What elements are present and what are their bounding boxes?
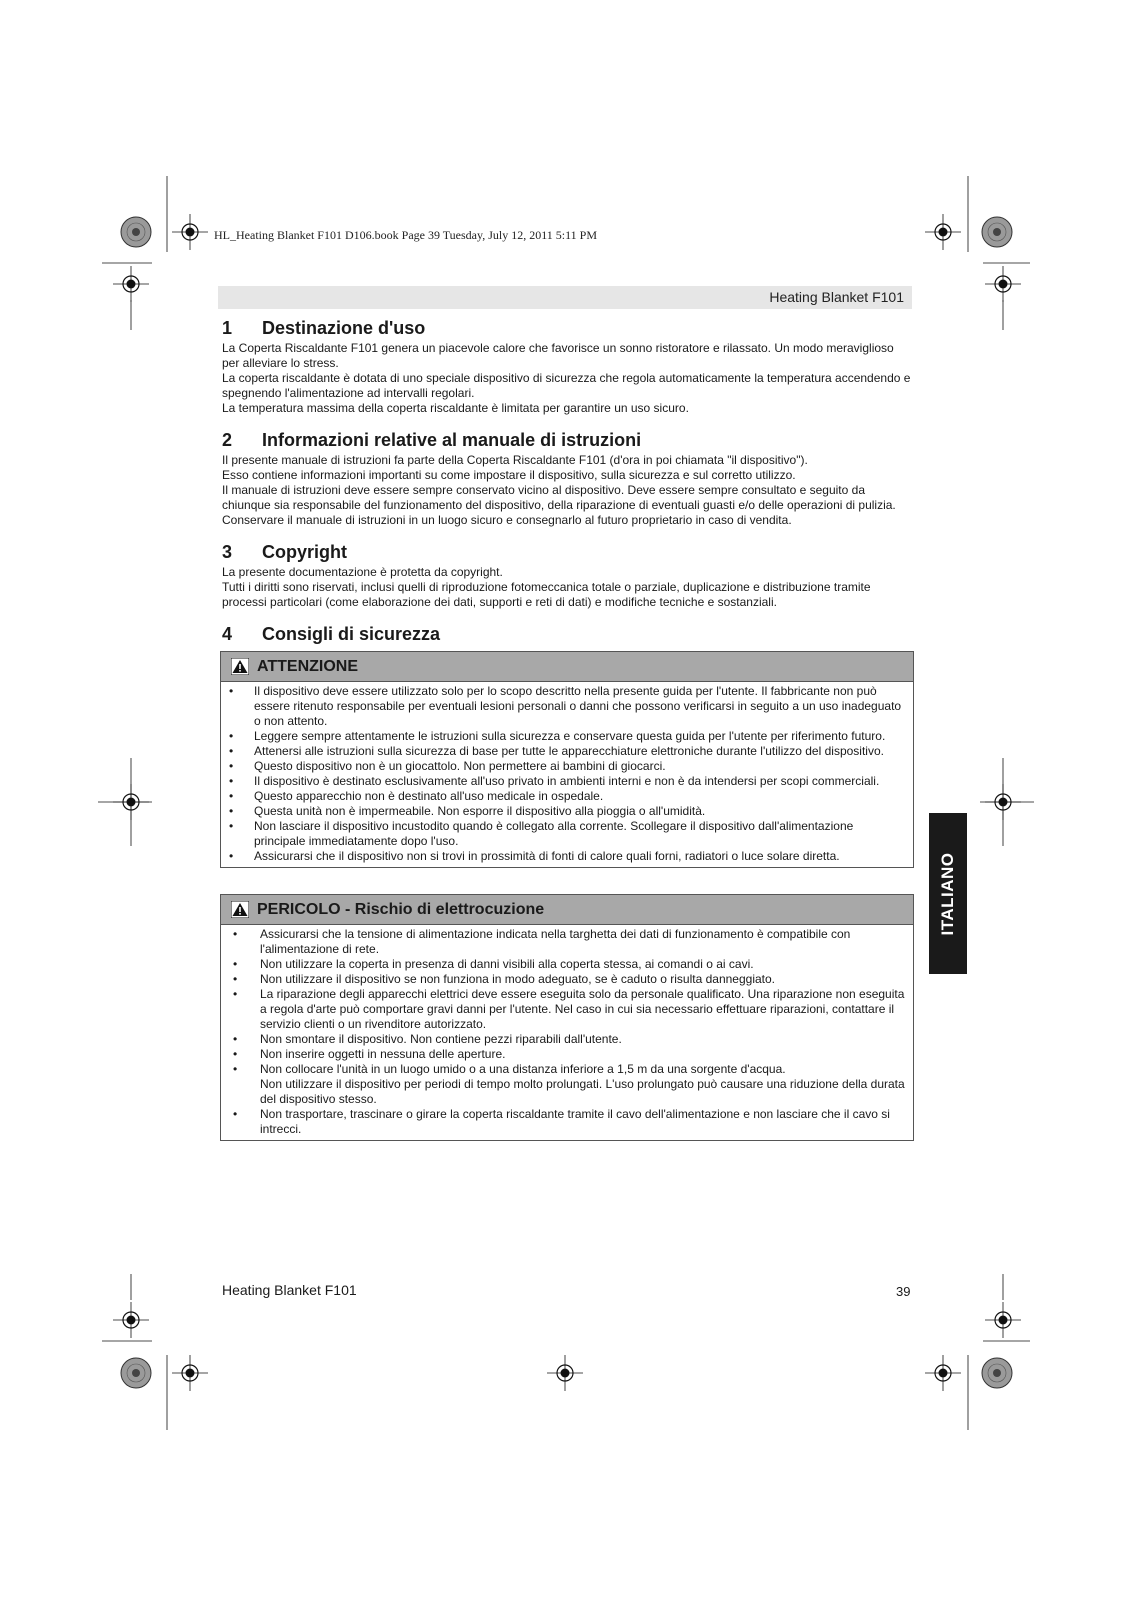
section-title: Consigli di sicurezza bbox=[262, 624, 441, 644]
list-item: • Non lasciare il dispositivo incustodito quando è collegato alla corrente. Scollegare il dispositivo dall'alimentazione principale immediatamente dopo l'uso. bbox=[221, 819, 913, 849]
sunburst-mark-icon bbox=[121, 217, 151, 247]
section-copyright bbox=[222, 542, 912, 610]
section-number: 4 bbox=[222, 624, 233, 644]
crosshair-mark-icon bbox=[113, 266, 149, 302]
paragraph: La temperatura massima della coperta riscaldante è limitata per garantire un uso sicuro. bbox=[222, 401, 689, 415]
crosshair-mark-icon bbox=[925, 1355, 961, 1391]
crosshair-mark-icon bbox=[985, 266, 1021, 302]
danger-list bbox=[221, 927, 913, 1137]
section-number: 3 bbox=[222, 542, 233, 562]
crosshair-mark-icon bbox=[925, 214, 961, 250]
page-content bbox=[222, 318, 912, 1155]
paragraph: La Coperta Riscaldante F101 genera un piacevole calore che favorisce un sonno ristoratore e rilassato. Un modo meraviglioso per alleviare lo stress. bbox=[222, 341, 894, 370]
attention-box bbox=[220, 651, 914, 868]
sunburst-mark-icon bbox=[982, 1358, 1012, 1388]
section-heading bbox=[222, 318, 912, 339]
language-label: ITALIANO bbox=[938, 851, 957, 936]
crosshair-mark-icon bbox=[113, 1302, 149, 1338]
list-item: • Questo dispositivo non è un giocattolo. Non permettere ai bambini di giocarci. bbox=[221, 759, 913, 774]
list-item: • Assicurarsi che la tensione di alimentazione indicata nella targhetta dei dati di funzionamento è compatibile con l'alimentazione di rete. bbox=[221, 927, 913, 957]
crosshair-mark-icon bbox=[172, 1355, 208, 1391]
paragraph: Conservare il manuale di istruzioni in un luogo sicuro e consegnarlo al futuro proprietario in caso di vendita. bbox=[222, 513, 792, 527]
list-item: • Non smontare il dispositivo. Non contiene pezzi riparabili dall'utente. bbox=[221, 1032, 913, 1047]
list-item: • Il dispositivo è destinato esclusivamente all'uso privato in ambienti interni e non è da intendersi per scopi commerciali. bbox=[221, 774, 913, 789]
section-manual-info bbox=[222, 430, 912, 528]
footer-title: Heating Blanket F101 bbox=[222, 1282, 357, 1298]
list-item: • Questa unità non è impermeabile. Non esporre il dispositivo alla pioggia o all'umidità. bbox=[221, 804, 913, 819]
list-item: • Non inserire oggetti in nessuna delle aperture. bbox=[221, 1047, 913, 1062]
section-heading bbox=[222, 624, 912, 645]
running-header bbox=[218, 286, 912, 309]
crosshair-mark-icon bbox=[985, 1302, 1021, 1338]
warning-triangle-icon bbox=[231, 901, 249, 918]
paragraph: Il manuale di istruzioni deve essere sempre conservato vicino al dispositivo. Deve essere sempre consultato e seguito da chiunque sia responsabile del funzionamento del dispositivo, della riparazione di eventuali guasti e/o delle operazioni di pulizia. bbox=[222, 483, 896, 512]
paragraph: Tutti i diritti sono riservati, inclusi quelli di riproduzione fotomeccanica totale o parziale, duplicazione e distribuzione tramite processi particolari (come elaborazione dei dati, supporti e reti di dati) e modifiche tecniche e sostanziali. bbox=[222, 580, 871, 609]
list-item: • Questo apparecchio non è destinato all'uso medicale in ospedale. bbox=[221, 789, 913, 804]
list-item: • Non trasportare, trascinare o girare la coperta riscaldante tramite il cavo dell'alimentazione e non lasciare che il cavo si intrecci. bbox=[221, 1107, 913, 1137]
section-heading bbox=[222, 542, 912, 563]
list-item: • Attenersi alle istruzioni sulla sicurezza di base per tutte le apparecchiature elettroniche durante l'utilizzo del dispositivo. bbox=[221, 744, 913, 759]
list-item: • Non utilizzare la coperta in presenza di danni visibili alla coperta stessa, ai comandi o ai cavi. bbox=[221, 957, 913, 972]
danger-box bbox=[220, 894, 914, 1141]
section-heading bbox=[222, 430, 912, 451]
paragraph: Esso contiene informazioni importanti su come impostare il dispositivo, sulla sicurezza e sul corretto utilizzo. bbox=[222, 468, 796, 482]
section-title: Destinazione d'uso bbox=[262, 318, 426, 338]
crosshair-mark-icon bbox=[547, 1355, 583, 1391]
language-side-tab bbox=[929, 813, 967, 974]
paragraph: La presente documentazione è protetta da copyright. bbox=[222, 565, 503, 579]
sunburst-mark-icon bbox=[121, 1358, 151, 1388]
book-file-line: HL_Heating Blanket F101 D106.book Page 39 Tuesday, July 12, 2011 5:11 PM bbox=[214, 228, 597, 242]
list-item: • Non collocare l'unità in un luogo umido o a una distanza inferiore a 1,5 m da una sorgente d'acqua. bbox=[221, 1062, 913, 1077]
danger-label: PERICOLO - Rischio di elettrocuzione bbox=[257, 900, 545, 918]
warning-triangle-icon bbox=[231, 658, 249, 675]
section-safety bbox=[222, 624, 912, 1141]
section-number: 2 bbox=[222, 430, 233, 450]
page-number: 39 bbox=[896, 1284, 911, 1299]
paragraph: Il presente manuale di istruzioni fa parte della Coperta Riscaldante F101 (d'ora in poi chiamata "il dispositivo"). bbox=[222, 453, 808, 467]
section-number: 1 bbox=[222, 318, 233, 338]
crosshair-mark-icon bbox=[172, 214, 208, 250]
list-item: • Leggere sempre attentamente le istruzioni sulla sicurezza e conservare questa guida per l'utente per riferimento futuro. bbox=[221, 729, 913, 744]
list-item: • La riparazione degli apparecchi elettrici deve essere eseguita solo da personale qualificato. Una riparazione non eseguita a regola d'arte può comportare gravi danni per l'utente. Nel caso in cui sia necessario effettuare riparazioni, contattare il servizio clienti o un rivenditore autorizzato. bbox=[221, 987, 913, 1032]
attention-label: ATTENZIONE bbox=[257, 657, 359, 675]
section-title: Informazioni relative al manuale di istruzioni bbox=[262, 430, 642, 450]
list-item: • Il dispositivo deve essere utilizzato solo per lo scopo descritto nella presente guida per l'utente. Il fabbricante non può essere ritenuto responsabile per eventuali lesioni personali o danni che possono verificarsi in seguito a un uso inadeguato o non attento. bbox=[221, 684, 913, 729]
sunburst-mark-icon bbox=[982, 217, 1012, 247]
list-item: • Assicurarsi che il dispositivo non si trovi in prossimità di fonti di calore quali forni, radiatori o luce solare diretta. bbox=[221, 849, 913, 864]
attention-box-title bbox=[221, 652, 913, 682]
section-intended-use bbox=[222, 318, 912, 416]
section-title: Copyright bbox=[262, 542, 347, 562]
paragraph: La coperta riscaldante è dotata di uno speciale dispositivo di sicurezza che regola automaticamente la temperatura accendendo e spegnendo l'alimentazione ad intervalli regolari. bbox=[222, 371, 911, 400]
attention-list bbox=[221, 684, 913, 864]
danger-box-title bbox=[221, 895, 913, 925]
list-item-continuation: Non utilizzare il dispositivo per periodi di tempo molto prolungati. L'uso prolungato può causare una riduzione della durata del dispositivo stesso. bbox=[260, 1077, 905, 1106]
running-header-title: Heating Blanket F101 bbox=[769, 289, 904, 305]
list-item: • Non utilizzare il dispositivo se non funziona in modo adeguato, se è caduto o risulta danneggiato. bbox=[221, 972, 913, 987]
